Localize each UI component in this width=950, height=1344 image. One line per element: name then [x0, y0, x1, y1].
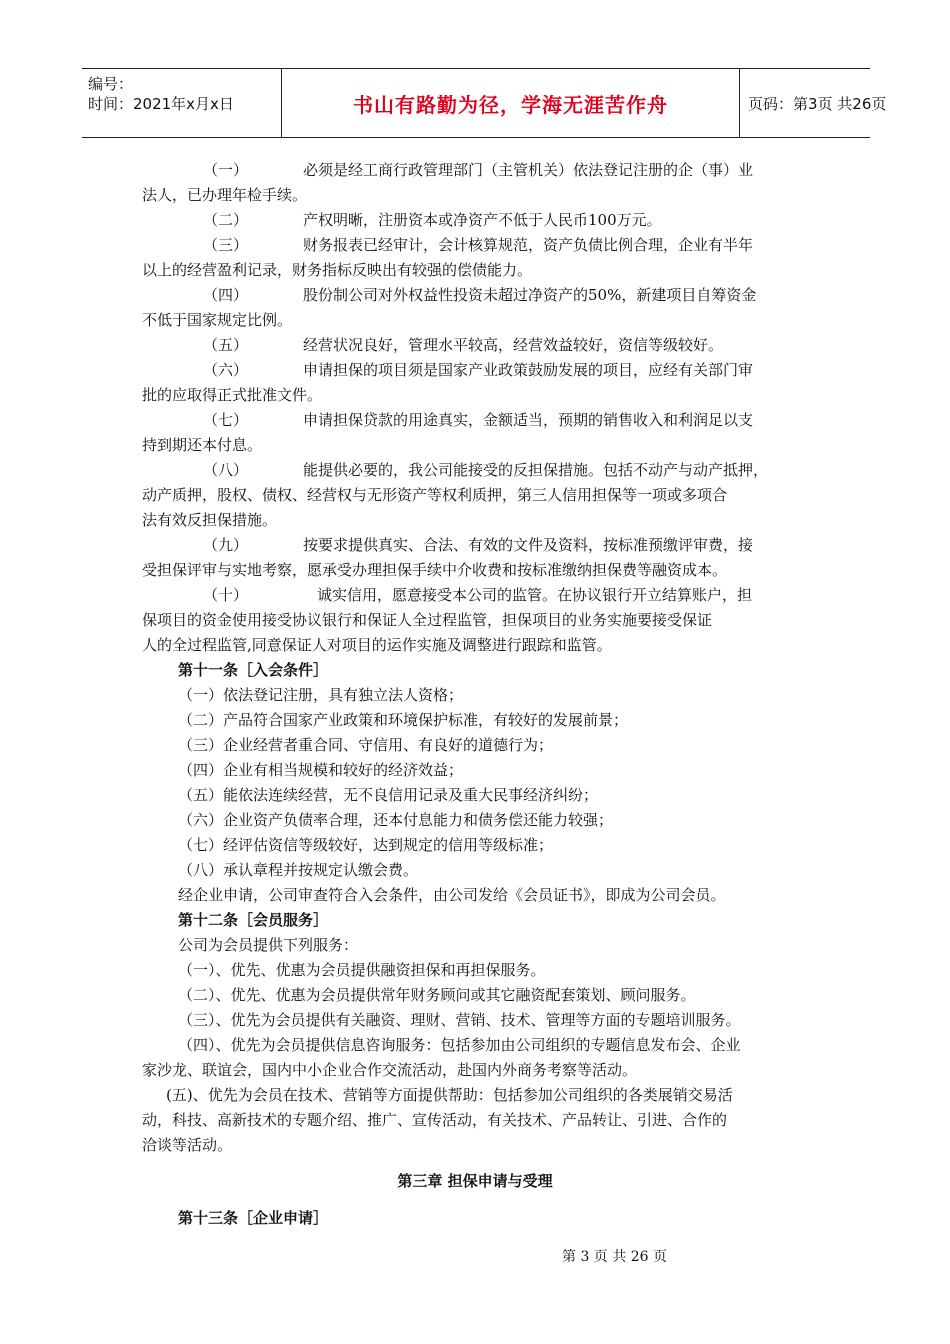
- paragraph-line: 人的全过程监管,同意保证人对项目的运作实施及调整进行跟踪和监管。: [142, 636, 612, 654]
- header-page-cell: [740, 69, 887, 137]
- list-item: （一）依法登记注册，具有独立法人资格；: [178, 686, 464, 704]
- number-label: 编号：: [88, 75, 134, 93]
- paragraph-line: 保项目的资金使用接受协议银行和保证人全过程监管，担保项目的业务实施要接受保证: [142, 611, 713, 629]
- header-motto: 书山有路勤为径，学海无涯苦作舟: [353, 93, 668, 117]
- paragraph-line: 家沙龙、联谊会，国内中小企业合作交流活动，赴国内外商务考察等活动。: [142, 1061, 638, 1079]
- list-item: （八） 能提供必要的，我公司能接受的反担保措施。包括不动产与动产抵押，: [203, 461, 769, 479]
- page-footer: 第 3 页 共 26 页: [562, 1249, 667, 1265]
- article-11-title: 第十一条［入会条件］: [178, 661, 329, 679]
- list-item: （四）、优先为会员提供信息咨询服务：包括参加由公司组织的专题信息发布会、企业: [178, 1036, 741, 1054]
- list-item: (五)、优先为会员在技术、营销等方面提供帮助：包括参加公司组织的各类展销交易活: [166, 1086, 733, 1104]
- paragraph-line: 动，科技、高新技术的专题介绍、推广、宣传活动，有关技术、产品转让、引进、合作的: [142, 1111, 728, 1129]
- list-item: （二） 产权明晰，注册资本或净资产不低于人民币100万元。: [203, 211, 662, 229]
- list-item: （九） 按要求提供真实、合法、有效的文件及资料，按标准预缴评审费，接: [203, 536, 754, 554]
- paragraph-line: 以上的经营盈利记录，财务指标反映出有较强的偿债能力。: [142, 261, 533, 279]
- paragraph-line: 洽谈等活动。: [142, 1136, 233, 1154]
- list-item: （三）企业经营者重合同、守信用、有良好的道德行为；: [178, 736, 554, 754]
- list-item: （六） 申请担保的项目须是国家产业政策鼓励发展的项目，应经有关部门审: [203, 361, 754, 379]
- article-13-title: 第十三条［企业申请］: [178, 1209, 329, 1227]
- paragraph-line: 经企业申请，公司审查符合入会条件，由公司发给《会员证书》，即成为公司会员。: [178, 886, 726, 904]
- header-motto-cell: [282, 69, 740, 137]
- list-item: （五）能依法连续经营，无不良信用记录及重大民事经济纠纷；: [178, 786, 599, 804]
- list-item: （七） 申请担保贷款的用途真实，金额适当，预期的销售收入和利润足以支: [203, 411, 754, 429]
- list-item: （二）、优先、优惠为会员提供常年财务顾问或其它融资配套策划、顾问服务。: [178, 986, 696, 1004]
- list-item: （一） 必须是经工商行政管理部门（主管机关）依法登记注册的企（事）业: [203, 161, 754, 179]
- list-item: （十） 诚实信用，愿意接受本公司的监管。在协议银行开立结算账户，担: [203, 586, 753, 604]
- list-item: （二）产品符合国家产业政策和环境保护标准，有较好的发展前景；: [178, 711, 629, 729]
- list-item: （八）承认章程并按规定认缴会费。: [178, 861, 419, 879]
- paragraph-line: 不低于国家规定比例。: [142, 311, 293, 329]
- paragraph-line: 批的应取得正式批准文件。: [142, 386, 323, 404]
- chapter-heading: 第三章 担保申请与受理: [397, 1172, 553, 1190]
- list-item: （一）、优先、优惠为会员提供融资担保和再担保服务。: [178, 961, 546, 979]
- list-item: （三）、优先为会员提供有关融资、理财、营销、技术、管理等方面的专题培训服务。: [178, 1011, 741, 1029]
- header-meta-cell: [82, 69, 282, 137]
- page-header: [82, 68, 887, 138]
- paragraph-line: 法人，已办理年检手续。: [142, 186, 308, 204]
- list-item: （四）企业有相当规模和较好的经济效益；: [178, 761, 464, 779]
- list-item: （四） 股份制公司对外权益性投资未超过净资产的50%，新建项目自筹资金: [203, 286, 757, 304]
- article-12-title: 第十二条［会员服务］: [178, 911, 329, 929]
- time-label: 时间：2021年x月x日: [88, 95, 234, 113]
- paragraph-line: 持到期还本付息。: [142, 436, 263, 454]
- paragraph-line: 受担保评审与实地考察，愿承受办理担保手续中介收费和按标准缴纳担保费等融资成本。: [142, 561, 728, 579]
- list-item: （六）企业资产负债率合理，还本付息能力和债务偿还能力较强；: [178, 811, 614, 829]
- header-page-label: 页码：第3页 共26页: [748, 95, 887, 113]
- paragraph-line: 法有效反担保措施。: [142, 511, 278, 529]
- paragraph-line: 动产质押，股权、债权、经营权与无形资产等权利质押，第三人信用担保等一项或多项合: [142, 486, 728, 504]
- list-item: （七）经评估资信等级较好，达到规定的信用等级标准；: [178, 836, 554, 854]
- paragraph-line: 公司为会员提供下列服务：: [178, 936, 359, 954]
- list-item: （三） 财务报表已经审计，会计核算规范，资产负债比例合理，企业有半年: [203, 236, 754, 254]
- list-item: （五） 经营状况良好，管理水平较高，经营效益较好，资信等级较好。: [203, 336, 724, 354]
